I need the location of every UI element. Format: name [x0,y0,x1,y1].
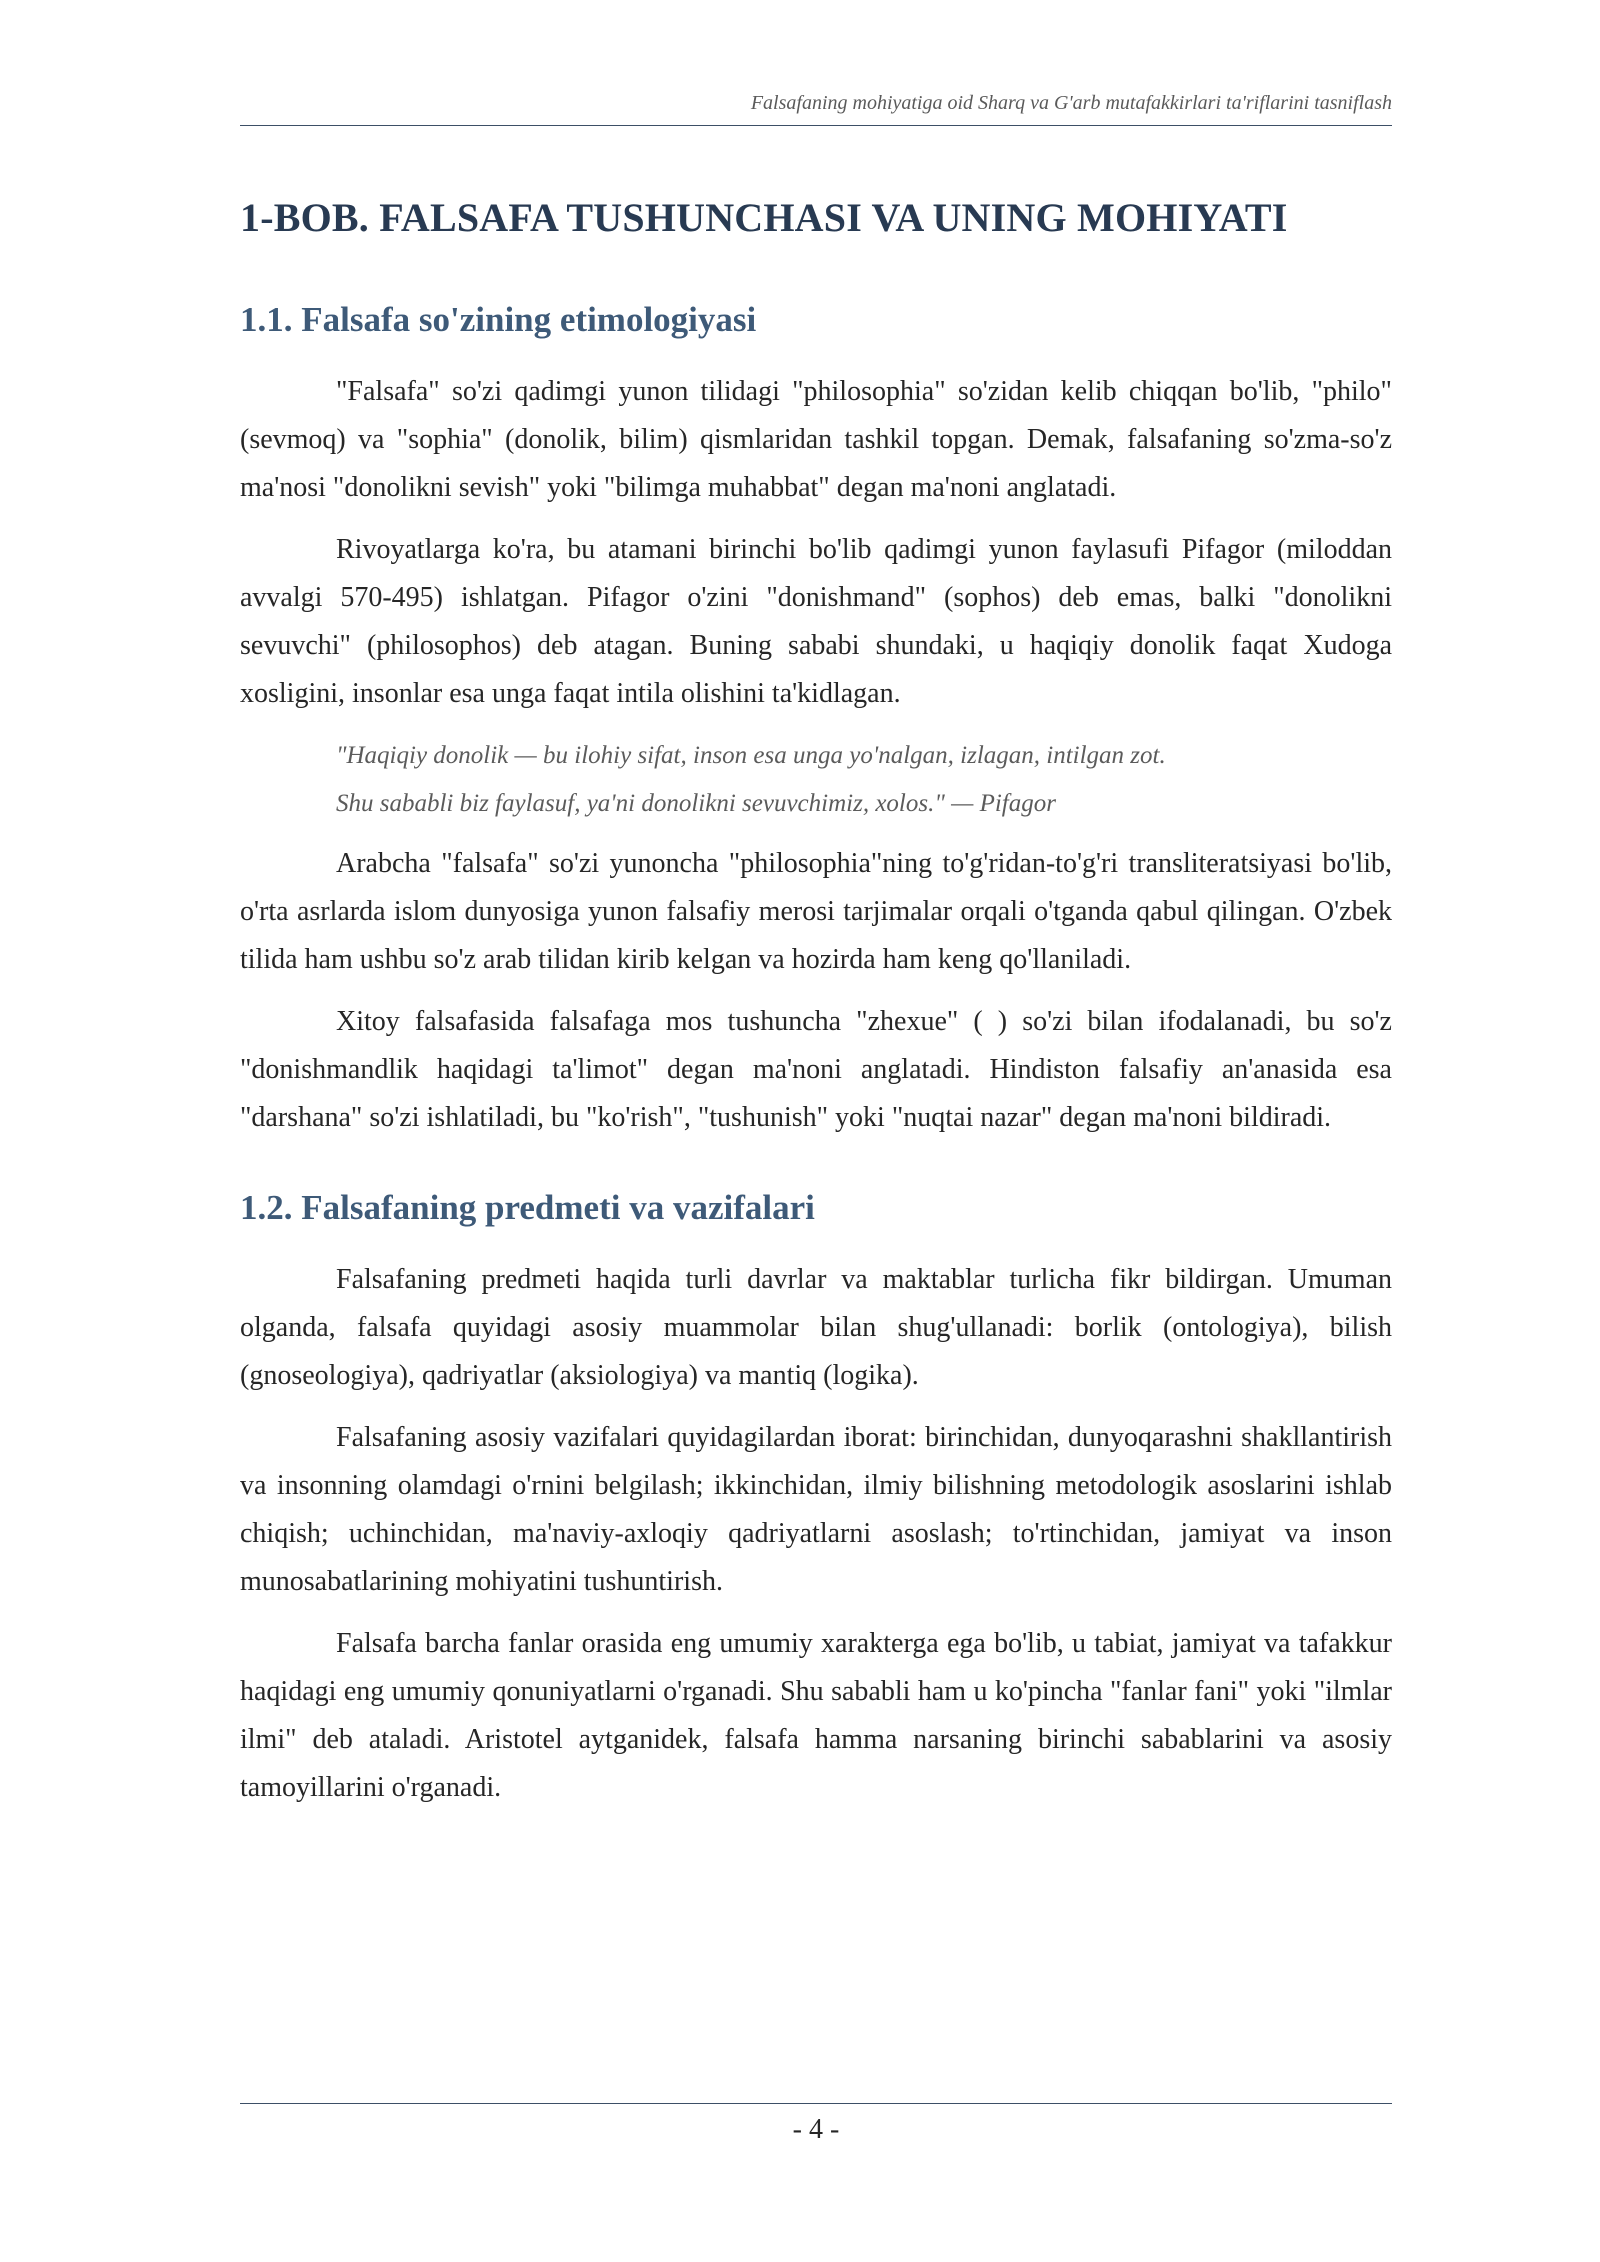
section-heading-1-1: 1.1. Falsafa so'zining etimologiyasi [240,300,757,339]
section-heading-1-2: 1.2. Falsafaning predmeti va vazifalari [240,1188,815,1227]
page-number: - 4 - [792,2114,840,2145]
paragraph: Falsafaning asosiy vazifalari quyidagilardan iborat: birinchidan, dunyoqarashni shakllantirish va insonning olamdagi o'rnini belgilash; ikkinchidan, ilmiy bilishning metodologik asoslarini ishlab chiqish; uchinchidan, ma'naviy-axloqiy qadriyatlarni asoslash; to'rtinchidan, jamiyat va inson munosabatlarining mohiyatini tushuntirish. [240,1422,1392,1597]
paragraph: "Falsafa" so'zi qadimgi yunon tilidagi "philosophia" so'zidan kelib chiqqan bo'lib, "philo" (sevmoq) va "sophia" (donolik, bilim) qismlaridan tashkil topgan. Demak, falsafaning so'zma-so'z ma'nosi "donolikni sevish" yoki "bilimga muhabbat" degan ma'noni anglatadi. [240,376,1392,503]
paragraph: Xitoy falsafasida falsafaga mos tushuncha "zhexue" ( ) so'zi bilan ifodalanadi, bu so'z "donishmandlik haqidagi ta'limot" degan ma'noni anglatadi. Hindiston falsafiy an'anasida esa "darshana" so'zi ishlatiladi, bu "ko'rish", "tushunish" yoki "nuqtai nazar" degan ma'noni bildiradi. [240,1006,1392,1133]
paragraph: Arabcha "falsafa" so'zi yunoncha "philosophia"ning to'g'ridan-to'g'ri transliteratsiyasi bo'lib, o'rta asrlarda islom dunyosiga yunon falsafiy merosi tarjimalar orqali o'tganda qabul qilingan. O'zbek tilida ham ushbu so'z arab tilidan kirib kelgan va hozirda ham keng qo'llaniladi. [240,848,1392,975]
paragraph: Falsafaning predmeti haqida turli davrlar va maktablar turlicha fikr bildirgan. Umuman olganda, falsafa quyidagi asosiy muammolar bilan shug'ullanadi: borlik (ontologiya), bilish (gnoseologiya), qadriyatlar (aksiologiya) va mantiq (logika). [240,1264,1392,1391]
page-body [240,188,1392,1826]
footer-rule [240,2103,1392,2104]
paragraph: Falsafa barcha fanlar orasida eng umumiy xarakterga ega bo'lib, u tabiat, jamiyat va tafakkur haqidagi eng umumiy qonuniyatlarni o'rganadi. Shu sababli ham u ko'pincha "fanlar fani" yoki "ilmlar ilmi" deb ataladi. Aristotel aytganidek, falsafa hamma narsaning birinchi sabablarini va asosiy tamoyillarini o'rganadi. [240,1628,1392,1803]
running-header: Falsafaning mohiyatiga oid Sharq va G'arb mutafakkirlari ta'riflarini tasniflash [750,92,1392,114]
chapter-title: 1-BOB. FALSAFA TUSHUNCHASI VA UNING MOHIYATI [240,195,1288,240]
quote-line: "Haqiqiy donolik — bu ilohiy sifat, inson esa unga yo'nalgan, izlagan, intilgan zot. [336,742,1166,769]
pythagoras-quote [336,732,1392,828]
quote-line: Shu sababli biz faylasuf, ya'ni donolikni sevuvchimiz, xolos." — Pifagor [336,790,1056,817]
header-rule [240,125,1392,126]
paragraph: Rivoyatlarga ko'ra, bu atamani birinchi bo'lib qadimgi yunon faylasufi Pifagor (miloddan avvalgi 570-495) ishlatgan. Pifagor o'zini "donishmand" (sophos) deb emas, balki "donolikni sevuvchi" (philosophos) deb atagan. Buning sababi shundaki, u haqiqiy donolik faqat Xudoga xosligini, insonlar esa unga faqat intila olishini ta'kidlagan. [240,534,1392,709]
